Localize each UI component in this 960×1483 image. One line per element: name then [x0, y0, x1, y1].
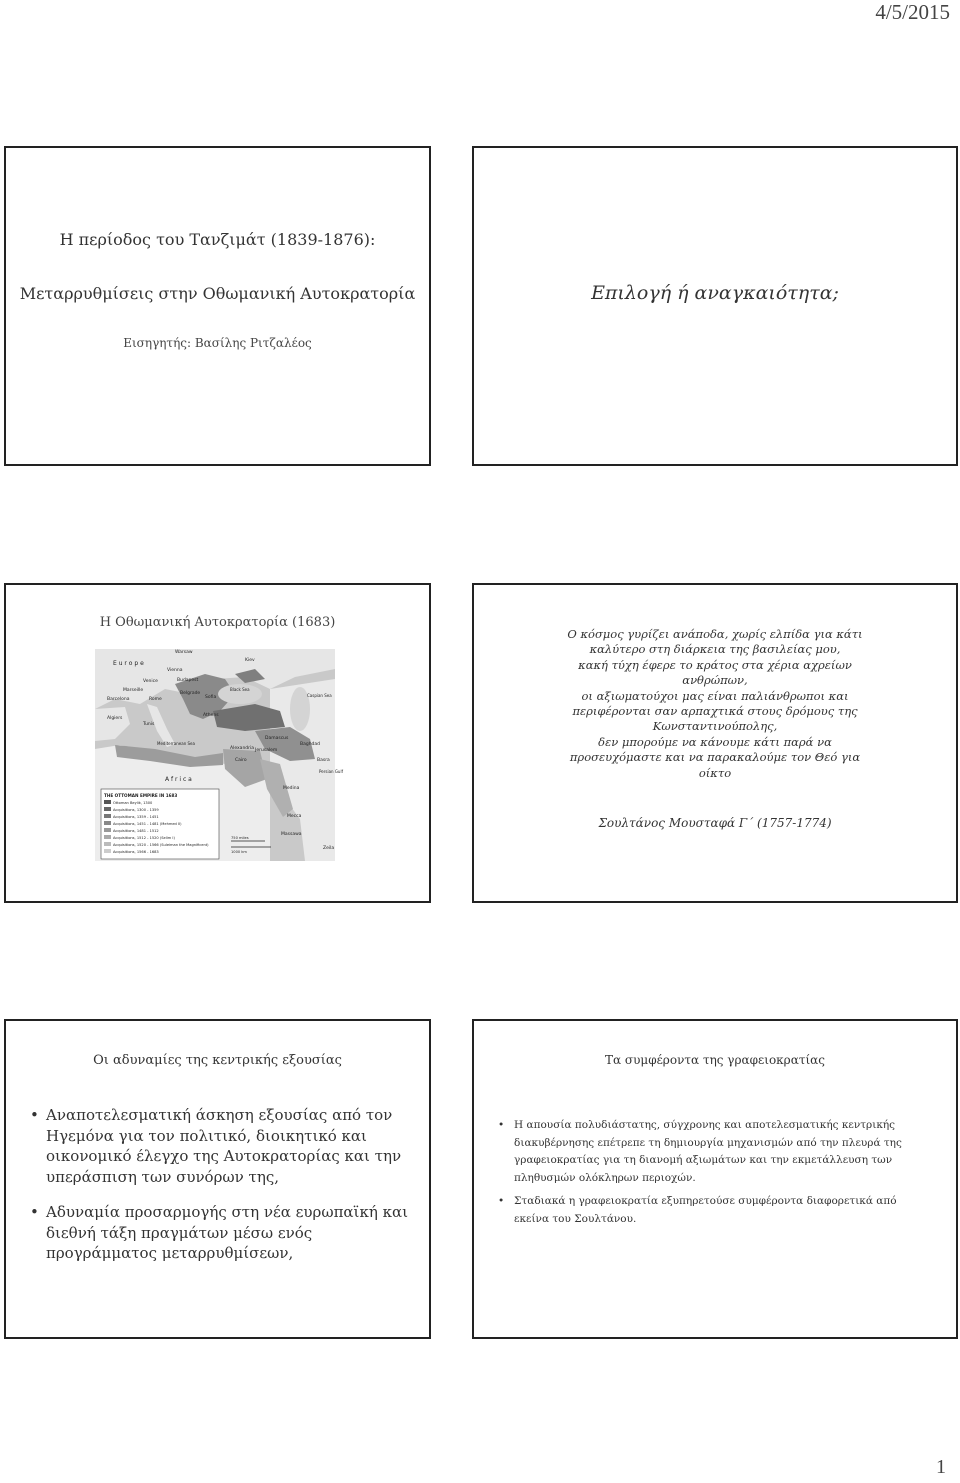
- svg-text:Acquisitions, 1566 - 1683: Acquisitions, 1566 - 1683: [113, 850, 159, 854]
- bullet-text: Σταδιακά η γραφειοκρατία εξυπηρετούσε συμφέροντα διαφορετικά από εκείνα του Σουλτάνου.: [514, 1195, 897, 1225]
- svg-text:Athens: Athens: [203, 713, 219, 718]
- list-item: [498, 1193, 916, 1228]
- slide-title: Η Οθωμανική Αυτοκρατορία (1683): [99, 615, 336, 630]
- slide-1-title: [4, 146, 431, 466]
- svg-text:Caspian Sea: Caspian Sea: [307, 693, 332, 698]
- svg-text:750 miles: 750 miles: [231, 836, 249, 840]
- svg-text:Budapest: Budapest: [177, 678, 199, 683]
- svg-text:Acquisitions, 1512 - 1520 (Sel: Acquisitions, 1512 - 1520 (Selim I): [113, 836, 175, 840]
- svg-text:Baghdad: Baghdad: [300, 742, 321, 747]
- svg-text:Acquisitions, 1520 - 1566 (Sul: Acquisitions, 1520 - 1566 (Suleiman the Magnificent): [113, 843, 209, 847]
- svg-text:Damascus: Damascus: [265, 736, 289, 741]
- bullet-dot-icon: •: [30, 1106, 39, 1124]
- map-image: [95, 649, 343, 861]
- slide-4-quote: [472, 583, 958, 903]
- svg-text:Black Sea: Black Sea: [230, 687, 250, 692]
- svg-text:Rome: Rome: [149, 697, 162, 702]
- svg-text:Marseille: Marseille: [123, 688, 144, 693]
- svg-text:Venice: Venice: [143, 679, 158, 684]
- svg-text:Jerusalem: Jerusalem: [255, 748, 278, 753]
- svg-text:Acquisitions, 1481 - 1512: Acquisitions, 1481 - 1512: [113, 829, 159, 833]
- quote-line: περιφέρονται σαν αρπαχτικά στους δρόμους της: [572, 704, 858, 719]
- svg-text:Acquisitions, 1451 - 1481 (Meh: Acquisitions, 1451 - 1481 (Mehmed II): [113, 822, 182, 826]
- slide-title: Η περίοδος του Τανζιμάτ (1839-1876):: [59, 230, 376, 249]
- slide-title: Τα συμφέροντα της γραφειοκρατίας: [604, 1053, 826, 1067]
- svg-text:Ottoman Beylik, 1300: Ottoman Beylik, 1300: [113, 801, 153, 805]
- lecturer-line: Εισηγητής: Βασίλης Ριτζαλέος: [123, 336, 312, 350]
- slide-subtitle: Μεταρρυθμίσεις στην Οθωμανική Αυτοκρατορία: [19, 284, 416, 303]
- quote-line: προσευχόμαστε και να παρακαλούμε τον Θεό για: [569, 750, 861, 765]
- quote-line: οίκτο: [698, 765, 732, 780]
- slide-title: Επιλογή ή αναγκαιότητα;: [591, 282, 839, 304]
- quote-line: ανθρώπων,: [682, 673, 748, 688]
- svg-text:THE OTTOMAN EMPIRE IN 1683: THE OTTOMAN EMPIRE IN 1683: [104, 793, 178, 798]
- svg-text:E u r o p e: E u r o p e: [113, 660, 144, 667]
- list-item: [30, 1105, 411, 1187]
- quote-line: δεν μπορούμε να κάνουμε κάτι παρά να: [598, 734, 832, 749]
- svg-text:Medina: Medina: [283, 786, 300, 791]
- slide-6-bureaucracy: [472, 1019, 958, 1339]
- handout-date: 4/5/2015: [875, 0, 950, 24]
- svg-text:Cairo: Cairo: [235, 758, 247, 763]
- svg-text:Acquisitions, 1300 - 1359: Acquisitions, 1300 - 1359: [113, 808, 159, 812]
- svg-text:Mediterranean Sea: Mediterranean Sea: [157, 741, 195, 746]
- svg-text:Mecca: Mecca: [287, 814, 302, 819]
- quote-line: Κωνσταντινούπολης,: [652, 719, 778, 734]
- svg-text:Barcelona: Barcelona: [107, 697, 130, 702]
- bullet-list: [498, 1117, 916, 1228]
- list-item: [498, 1117, 916, 1187]
- bullet-text: Η απουσία πολυδιάστατης, σύγχρονης και αποτελεσματικής κεντρικής διακυβέρνησης επέτρεπε τη δημιουργία μηχανισμών από την πλευρά της γραφειοκρατίας για τη διανομή αξιωμάτων και την εκμετάλλευση των πληθυσμών ολόκληρων περιοχών.: [514, 1119, 902, 1184]
- svg-text:Sofia: Sofia: [205, 695, 217, 700]
- svg-text:Belgrade: Belgrade: [180, 691, 201, 696]
- svg-text:A f r i c a: A f r i c a: [165, 776, 192, 783]
- quote-author: Σουλτάνος Μουσταφά Γ΄ (1757-1774): [598, 816, 832, 830]
- quote-line: Ο κόσμος γυρίζει ανάποδα, χωρίς ελπίδα για κάτι: [567, 627, 863, 641]
- svg-text:Tunis: Tunis: [143, 722, 155, 727]
- sultan-quote: [534, 627, 896, 781]
- svg-text:Zeila: Zeila: [323, 846, 335, 851]
- ottoman-empire-map: [95, 649, 343, 861]
- bullet-dot-icon: •: [498, 1195, 505, 1207]
- svg-text:1000 km: 1000 km: [231, 850, 247, 854]
- svg-text:Persian Gulf: Persian Gulf: [319, 769, 343, 774]
- svg-text:Alexandria: Alexandria: [230, 746, 255, 751]
- slide-title: Οι αδυναμίες της κεντρικής εξουσίας: [93, 1053, 342, 1068]
- bullet-text: Αδυναμία προσαρμογής στη νέα ευρωπαϊκή και διεθνή τάξη πραγμάτων μέσω ενός προγράμματος μεταρρυθμίσεων,: [46, 1203, 408, 1262]
- bullet-dot-icon: •: [498, 1119, 505, 1131]
- svg-text:Acquisitions, 1359 - 1451: Acquisitions, 1359 - 1451: [113, 815, 159, 819]
- svg-text:Algiers: Algiers: [107, 716, 123, 721]
- slide-3-map: [4, 583, 431, 903]
- bullet-dot-icon: •: [30, 1203, 39, 1221]
- svg-text:Warsaw: Warsaw: [175, 650, 193, 655]
- svg-text:Kiev: Kiev: [245, 658, 255, 663]
- list-item: [30, 1202, 411, 1264]
- svg-text:Basra: Basra: [317, 758, 330, 763]
- quote-line: κακή τύχη έφερε το κράτος στα χέρια αχρείων: [578, 657, 852, 672]
- bullet-text: Αναποτελεσματική άσκηση εξουσίας από τον Ηγεμόνα για τον πολιτικό, διοικητικό και οικονομικό έλεγχο της Αυτοκρατορίας και την υπεράσπιση των συνόρων της,: [46, 1106, 402, 1186]
- page-number: 1: [936, 1456, 946, 1478]
- bullet-list: [30, 1105, 411, 1264]
- svg-text:Massawa: Massawa: [281, 832, 302, 837]
- slide-2-question: [472, 146, 958, 466]
- quote-line: οι αξιωματούχοι μας είναι παλιάνθρωποι και: [581, 688, 849, 703]
- quote-line: καλύτερο στη διάρκεια της βασιλείας μου,: [589, 642, 841, 657]
- svg-text:Vienna: Vienna: [167, 668, 183, 673]
- slide-5-weaknesses: [4, 1019, 431, 1339]
